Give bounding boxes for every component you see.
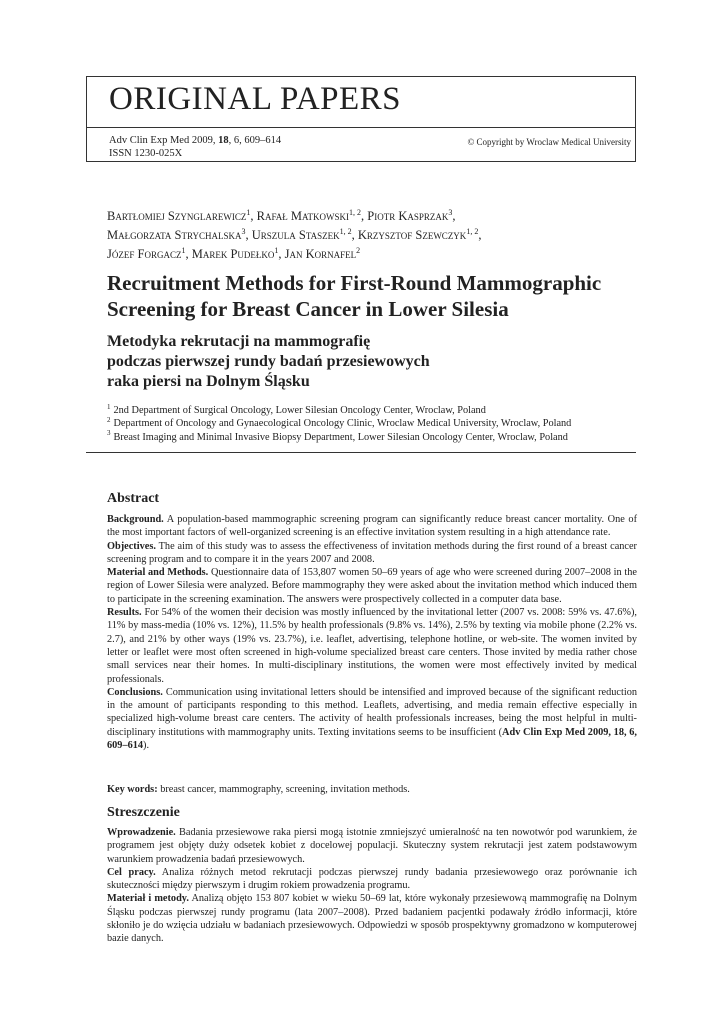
author: Jan Kornafel$^2$ [284, 245, 361, 261]
abstract-objectives: Objectives. The aim of this study was to assess the effectiveness of invitation methods during the first round of a breast cancer screening program and to compare it in the years 2007 and 2008. [107, 540, 637, 565]
abstract-methods: Material and Methods. Questionnaire data of 153,807 women 50–69 years of age who were screened during 2007–2008 in the region of Lower Silesia were analyzed. Before mammography they were asked about the invitation method which induced them to participate in the screening examination. The answers were prospectively collected in a computer data base. [107, 567, 637, 605]
affiliations [107, 404, 637, 444]
author: Krzysztof Szewczyk$^{1, 2}$, [357, 226, 482, 242]
abstract-results: Results. For 54% of the women their decision was mostly influenced by the invitational letter (2007 vs. 2008: 59% vs. 47.6%), 11% by mass-media (10% vs. 12%), 11.5% by health professionals (9.8% vs. 14%), 2.5% by texting via mobile phone (2.2% vs. 2.7), and 21% by other ways (19% vs. 23.7%), i.e. leaflet, advertising, telephone hotline, or web-site. The women invited by letter or leaflet were most often screened in high-volume specialized breast care centers. Those invited by media rather chose small services near their homes. In multi-disciplinary institutions, the women were most effectively invited by medical professionals. [107, 607, 637, 685]
abstract-conclusions: Conclusions. Communication using invitational letters should be intensified and improved because of the significant reduction in the amount of participants responding to this method. Leaflets, advertising, and media remain effective especially in specialized high-volume breast care centers. The activity of health professionals increases, being the most helpful in multi-disciplinary institutions with mammography units. Texting invitations seems to be insufficient (Adv Clin Exp Med 2009, 18, 6, 609–614). [107, 686, 637, 752]
divider [86, 452, 636, 453]
paper-title [107, 270, 637, 322]
section-banner: ORIGINAL PAPERS [109, 81, 402, 117]
paper-title-line: Screening for Breast Cancer in Lower Silesia [107, 297, 509, 321]
author: Marek Pudełko$^1$, [191, 245, 285, 261]
journal-citation [109, 135, 281, 147]
journal-meta-box [86, 128, 636, 162]
author: Urszula Staszek$^{1, 2}$, [251, 226, 358, 242]
paper-title-polish-line: raka piersi na Dolnym Śląsku [107, 373, 310, 390]
section-banner-box [86, 76, 636, 128]
journal-suffix: , 6, 609–614 [228, 135, 282, 146]
citation: Adv Clin Exp Med 2009, 18, 6, 609–614 [107, 726, 637, 752]
author-list [107, 207, 627, 264]
streszczenie-heading: Streszczenie [107, 805, 180, 820]
affiliation: $^1$ 2nd Department of Surgical Oncology, Lower Silesian Oncology Center, Wroclaw, Poland [107, 402, 486, 416]
paper-title-polish [107, 332, 637, 392]
issn: ISSN 1230-025X [109, 148, 183, 159]
author: Bartłomiej Szynglarewicz$^1$, [107, 207, 257, 223]
abstract-body [107, 513, 637, 752]
journal-volume: 18 [218, 135, 229, 146]
author: Małgorzata Strychalska$^3$, [107, 226, 252, 242]
copyright: © Copyright by Wroclaw Medical University [467, 137, 631, 147]
journal-prefix: Adv Clin Exp Med 2009, [109, 135, 219, 146]
author: Rafał Matkowski$^{1, 2}$, [256, 207, 368, 223]
abstract-heading: Abstract [107, 491, 160, 506]
streszczenie-methods: Materiał i metody. Analizą objęto 153 807 kobiet w wieku 50–69 lat, które wykonały przesiewową mammografię na Dolnym Śląsku podczas pierwszej rundy programu (lata 2007–2008). Przed badaniem pacjentki podawały źródło informacji, które skłoniło je do wzięcia udziału w badaniach przesiewowych. Odpowiedzi w sposób prospektywny gromadzono w komputerowej bazie danych. [107, 893, 638, 945]
author: Józef Forgacz$^1$, [107, 245, 192, 261]
streszczenie-intro: Wprowadzenie. Badania przesiewowe raka piersi mogą istotnie zmniejszyć umieralność na ten nowotwór pod warunkiem, że programem jest objęty duży odsetek kobiet z docelowej populacji. Skuteczny system rekrutacji jest zatem podstawowym warunkiem prowadzenia badań przesiewowych. [107, 827, 637, 865]
paper-title-polish-line: podczas pierwszej rundy badań przesiewowych [107, 353, 430, 370]
paper-title-polish-line: Metodyka rekrutacji na mammografię [107, 333, 371, 350]
paper-title-line: Recruitment Methods for First-Round Mammographic [107, 271, 602, 295]
streszczenie-aim: Cel pracy. Analiza różnych metod rekrutacji podczas pierwszej rundy badania przesiewowego oraz porównanie ich skuteczności między pierwszym i drugim rokiem prowadzenia programu. [107, 866, 637, 892]
streszczenie-body [107, 826, 637, 946]
abstract-background: Background. A population-based mammographic screening program can significantly reduce breast cancer mortality. One of the most important factors of well-organized screening is an effective invitation system resulting in a high attendance rate. [107, 514, 637, 539]
keywords: Key words: breast cancer, mammography, screening, invitation methods. [107, 784, 410, 795]
affiliation: $^3$ Breast Imaging and Minimal Invasive Biopsy Department, Lower Silesian Oncology Center, Wroclaw, Poland [107, 429, 568, 443]
affiliation: $^2$ Department of Oncology and Gynaecological Oncology Clinic, Wroclaw Medical University, Wroclaw, Poland [107, 415, 572, 430]
author: Piotr Kasprzak$^3$, [367, 207, 456, 223]
